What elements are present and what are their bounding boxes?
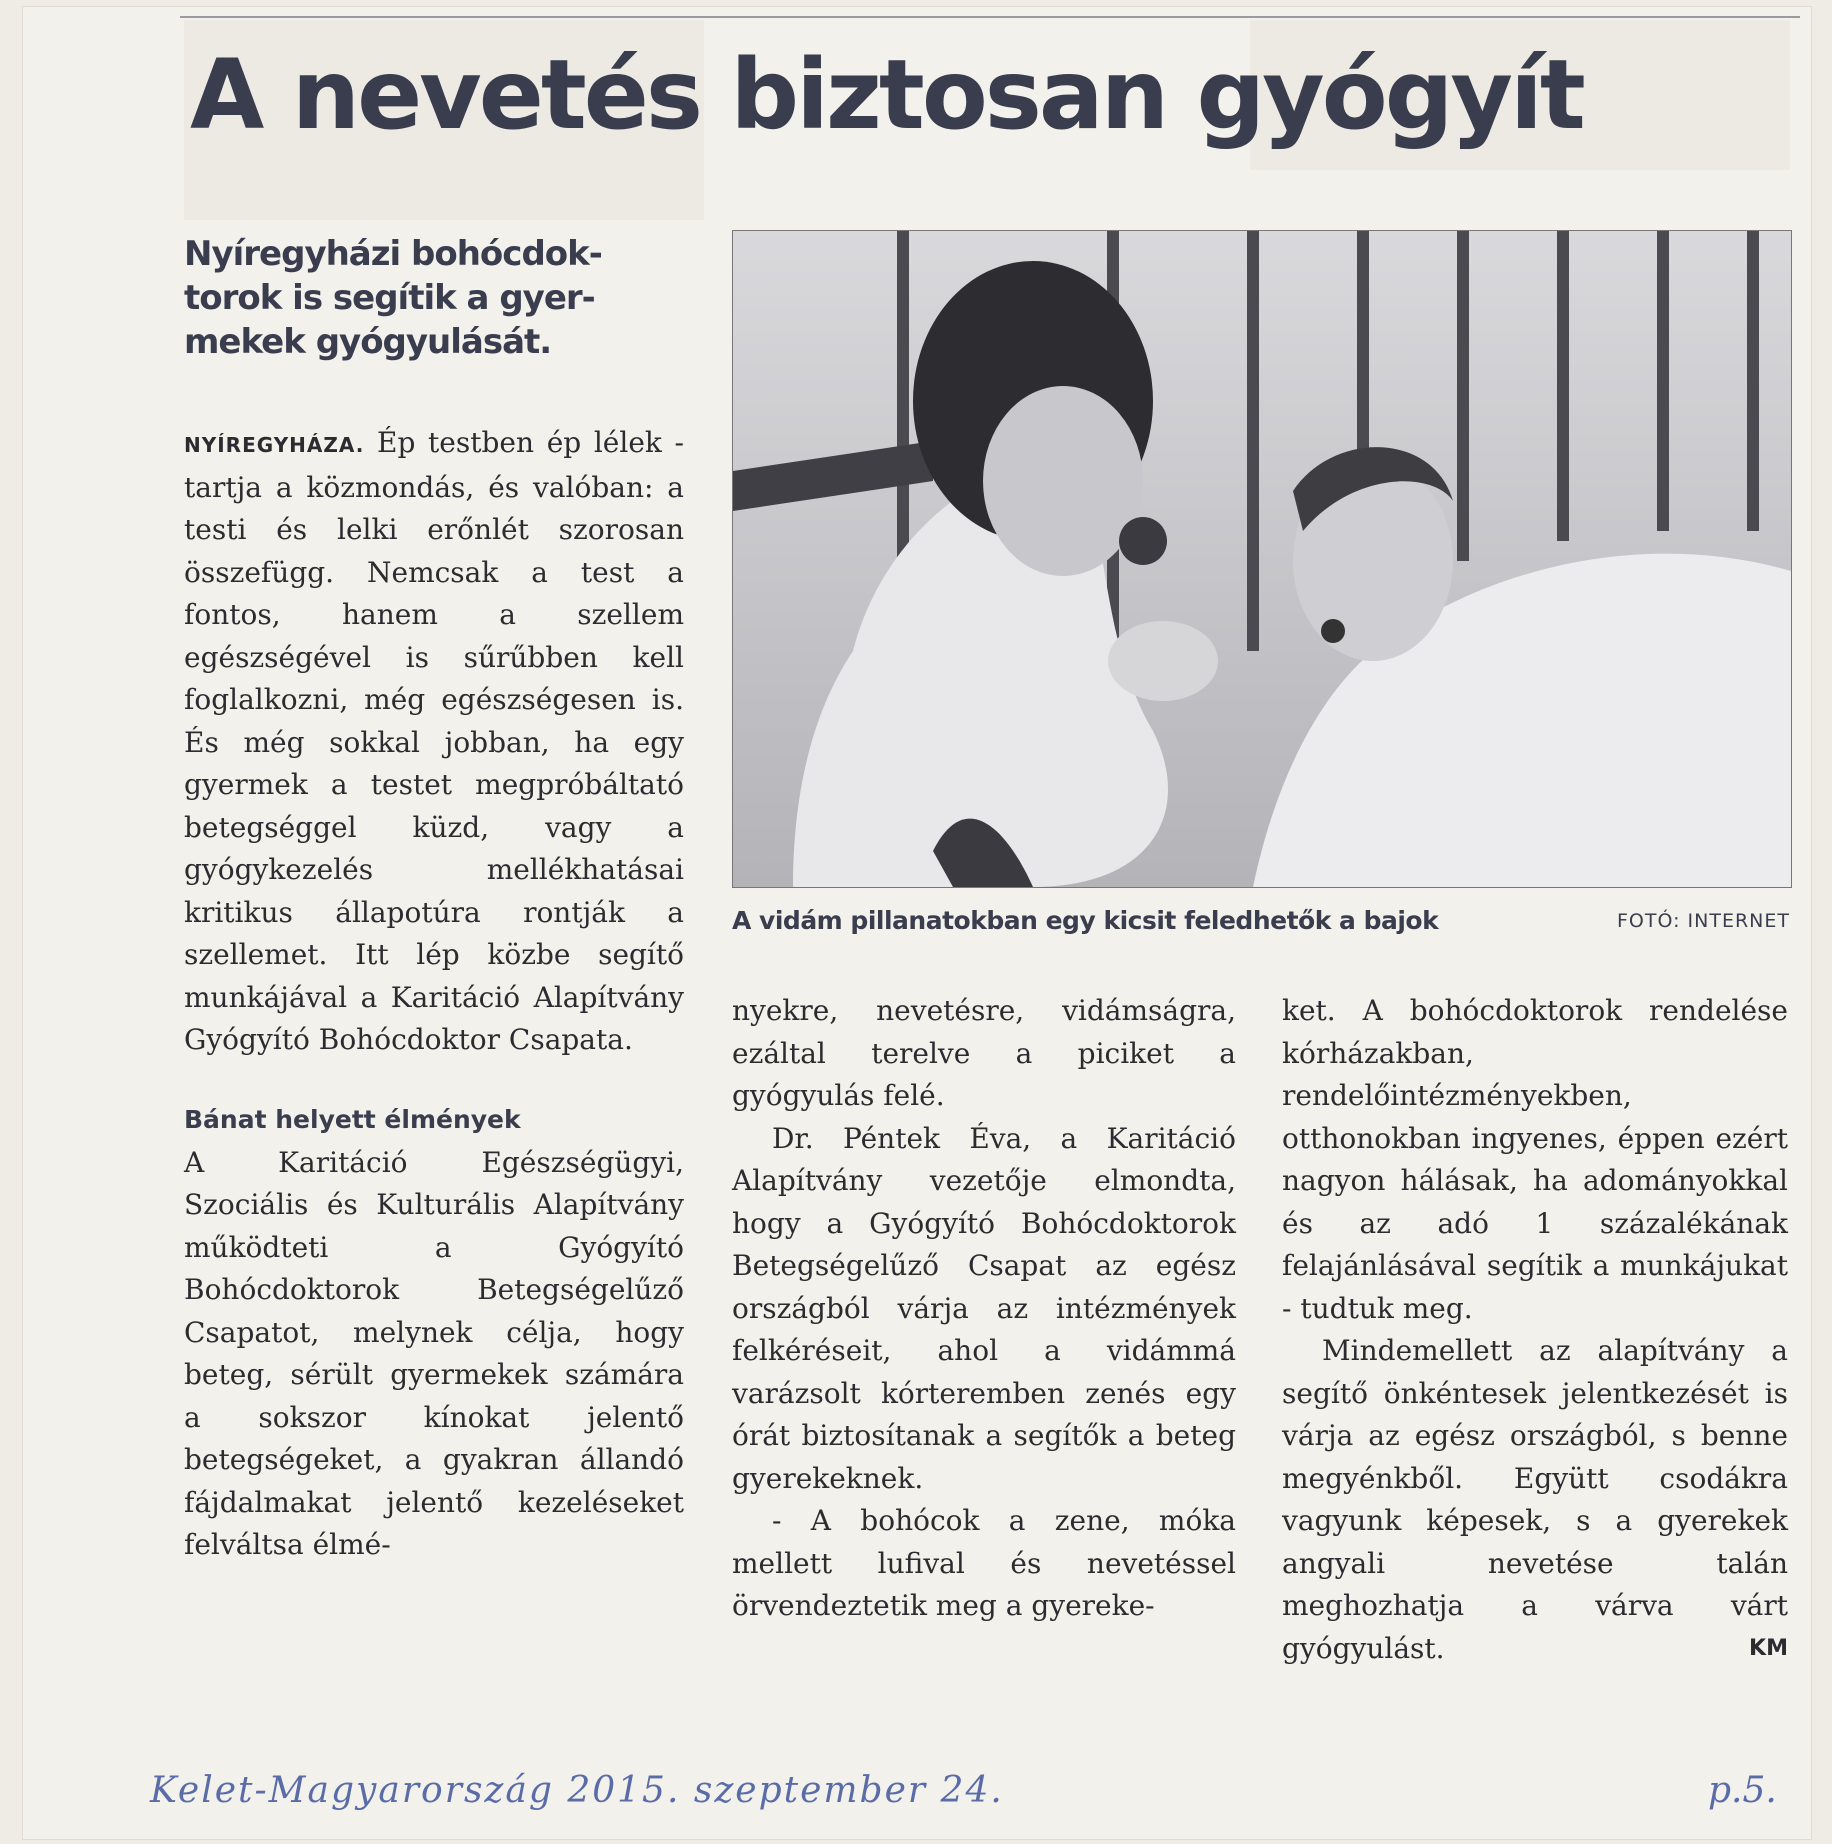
- handwritten-page-number: p.5.: [1708, 1770, 1777, 1811]
- caption-text: A vidám pillanatokban egy kicsit feledhetők a bajok: [732, 906, 1439, 935]
- intro-text: Ép testben ép lélek - tartja a közmondás, és valóban: a testi és lelki erőnlét szorosan összefügg. Nemcsak a test a fontos, hanem a szellem egészségével is sűrűbben kell foglalkozni, még egészségesen is. És még sokkal jobban, ha egy gyermek a testet megpróbáltató betegséggel küzd, vagy a gyógykezelés mellékhatásai kritikus állapotúra rontják a szellemet. Itt lép közbe segítő munkájával a Karitáció Alapítvány Gyógyító Bohócdoktor Csapata.: [184, 426, 684, 1056]
- col2-paragraph-3: - A bohócok a zene, móka mellett lufival és nevetéssel örvendeztetik meg a gyereke-: [732, 1504, 1236, 1622]
- column-1: [184, 422, 684, 1567]
- subhead: Nyíregyházi bohócdok-torok is segítik a gyer-mekek gyógyulását.: [184, 234, 602, 362]
- column-3: [1282, 990, 1788, 1670]
- intro-paragraph: [184, 422, 684, 1062]
- column-2: [732, 990, 1236, 1628]
- col2-paragraph-1: nyekre, nevetésre, vidámságra, ezáltal terelve a piciket a gyógyulás felé.: [732, 994, 1236, 1112]
- subheading: Bánat helyett élmények: [184, 1104, 521, 1134]
- col2-paragraph-2: Dr. Péntek Éva, a Karitáció Alapítvány vezetője elmondta, hogy a Gyógyító Bohócdoktorok Betegségelűző Csapat az egész országból várja az intézmények felkéréseit, ahol a vidámmá varázsolt kórteremben zenés egy órát biztosítanak a segítők a beteg gyerekeknek.: [732, 1121, 1236, 1495]
- photo-credit: FOTÓ: INTERNET: [1616, 910, 1790, 932]
- col3-paragraph-2-text: Mindemellett az alapítvány a segítő önkéntesek jelentkezését is várja az egész országból, s benne megyénkből. Együtt csodákra vagyunk képesek, s a gyerekek angyali nevetése talán meghozhatja a várva várt gyógyulást.: [1282, 1334, 1788, 1665]
- dateline: NYÍREGYHÁZA.: [184, 433, 365, 457]
- article-photo: [732, 230, 1792, 888]
- top-rule: [180, 16, 1800, 18]
- byline: KM: [1749, 1635, 1788, 1661]
- handwritten-source-note: Kelet-Magyarország 2015. szeptember 24.: [150, 1770, 1004, 1811]
- col3-paragraph-2: [1282, 1330, 1788, 1670]
- clown-doctor-photo: [733, 231, 1791, 887]
- section-paragraph: A Karitáció Egészségügyi, Szociális és Kulturális Alapítvány működteti a Gyógyító Bohócdoktorok Betegségelűző Csapatot, melynek célja, hogy beteg, sérült gyermekek számára a sokszor kínokat jelentő betegségeket, a gyakran állandó fájdalmakat jelentő kezeléseket felváltsa élmé-: [184, 1145, 684, 1561]
- headline: A nevetés biztosan gyógyít: [190, 39, 1583, 151]
- col3-paragraph-1: ket. A bohócdoktorok rendelése kórházakban, rendelőintézményekben, otthonokban ingyenes, éppen ezért nagyon hálásak, ha adományokkal és az adó 1 százalékának felajánlásával segítik a munkájukat - tudtuk meg.: [1282, 994, 1788, 1325]
- photo-caption: [732, 902, 1790, 942]
